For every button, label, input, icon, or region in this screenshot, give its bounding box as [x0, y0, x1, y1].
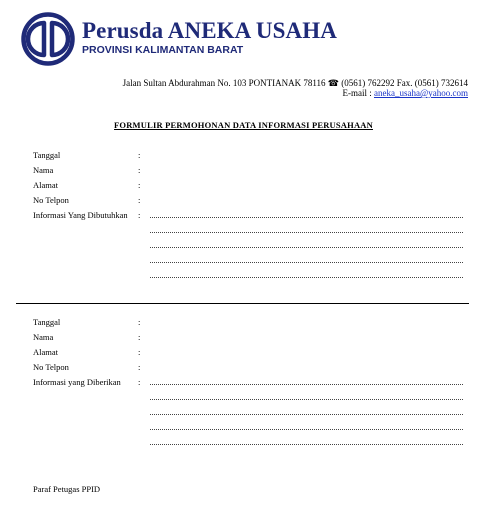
response-phone-label: No Telpon	[33, 362, 69, 372]
request-date-colon: :	[138, 150, 141, 160]
section-divider	[16, 303, 469, 304]
response-date-colon: :	[138, 317, 141, 327]
response-name-colon: :	[138, 332, 141, 342]
signature-label: Paraf Petugas PPID	[33, 484, 101, 494]
request-phone-label: No Telpon	[33, 195, 69, 205]
request-address-label: Alamat	[33, 180, 59, 190]
response-info-line[interactable]	[150, 444, 463, 445]
response-info-colon: :	[138, 377, 141, 387]
request-info-line[interactable]	[150, 262, 463, 263]
request-phone-colon: :	[138, 195, 141, 205]
company-address: Jalan Sultan Abdurahman No. 103 PONTIANAK 78116 ☎ (0561) 762292 Fax. (0561) 732614	[122, 78, 468, 88]
company-name: Perusda ANEKA USAHA	[82, 18, 337, 43]
request-info-line[interactable]	[150, 232, 463, 233]
request-info-colon: :	[138, 210, 141, 220]
request-info-line[interactable]	[150, 277, 463, 278]
response-info-label: Informasi yang Diberikan	[33, 377, 121, 387]
response-address-colon: :	[138, 347, 141, 357]
form-title: FORMULIR PERMOHONAN DATA INFORMASI PERUSAHAAN	[114, 120, 373, 130]
request-name-label: Nama	[33, 165, 54, 175]
request-address-colon: :	[138, 180, 141, 190]
response-phone-colon: :	[138, 362, 141, 372]
request-name-colon: :	[138, 165, 141, 175]
company-logo-icon	[21, 12, 75, 66]
request-info-label: Informasi Yang Dibutuhkan	[33, 210, 128, 220]
email-label: E-mail :	[342, 88, 374, 98]
response-info-line[interactable]	[150, 399, 463, 400]
email-line	[342, 88, 468, 98]
email-link[interactable]: aneka_usaha@yahoo.com	[373, 88, 468, 98]
response-date-label: Tanggal	[33, 317, 61, 327]
response-info-line[interactable]	[150, 384, 463, 385]
response-info-line[interactable]	[150, 429, 463, 430]
response-info-line[interactable]	[150, 414, 463, 415]
province-name: PROVINSI KALIMANTAN BARAT	[82, 44, 244, 56]
request-info-line[interactable]	[150, 247, 463, 248]
request-date-label: Tanggal	[33, 150, 61, 160]
response-name-label: Nama	[33, 332, 54, 342]
request-info-line[interactable]	[150, 217, 463, 218]
response-address-label: Alamat	[33, 347, 59, 357]
